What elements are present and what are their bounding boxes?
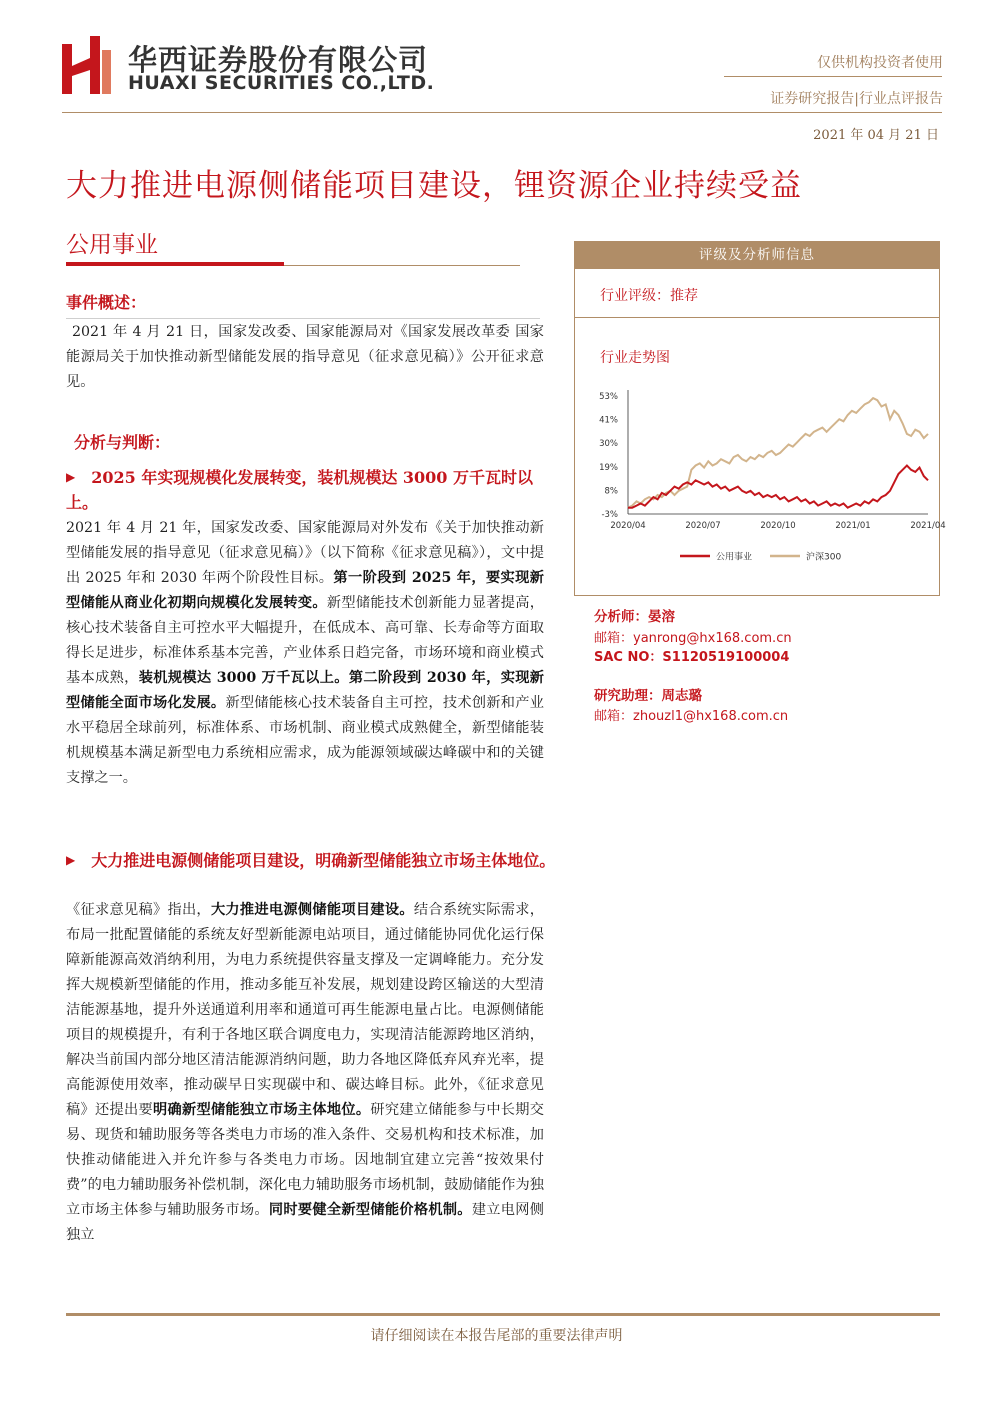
analyst-email[interactable]: yanrong@hx168.com.cn xyxy=(633,631,792,646)
analyst-email-row xyxy=(594,627,792,646)
section1-text-run: 新型储能技术创新能力显著提高，核心技术装备自主可控水平大幅提升，在低成本、高可靠、长寿命等方面取得长足进步，标准体系基本完善，产业体系日趋完备，市场环境和商业模式基本成熟， xyxy=(66,595,544,686)
section2-text-run: 明确新型储能独立市场主体地位。 xyxy=(152,1102,371,1118)
section2-title-text: 大力推进电源侧储能项目建设，明确新型储能独立市场主体地位。 xyxy=(91,851,556,870)
email-key: 邮箱： xyxy=(594,709,634,724)
analysis-label: 分析与判断： xyxy=(74,433,171,452)
section2-text-run: 大力推进电源侧储能项目建设。 xyxy=(210,902,414,918)
footer-rule xyxy=(66,1313,940,1316)
event-label: 事件概述： xyxy=(66,293,147,312)
x-tick-label: 2020/10 xyxy=(760,521,796,531)
trend-label: 行业走势图 xyxy=(600,350,670,366)
report-date: 2021 年 04 月 21 日 xyxy=(813,128,939,143)
series-line-csi300 xyxy=(628,398,928,508)
section2-text-run: 《征求意见稿》指出， xyxy=(66,902,211,918)
x-tick-label: 2021/04 xyxy=(910,521,946,531)
panel-header: 评级及分析师信息 xyxy=(575,242,939,269)
audience-note: 仅供机构投资者使用 xyxy=(817,55,943,71)
y-tick-label: 30% xyxy=(599,439,618,450)
y-tick-label: 8% xyxy=(604,486,618,497)
panel-divider xyxy=(575,317,939,318)
header-rule xyxy=(62,112,942,113)
section2-text-run: 结合系统实际需求，布局一批配置储能的系统友好型新能源电站项目，通过储能协同优化运行保障新能源高效消纳利用，为电力系统提供容量支撑及一定调峰能力。充分发挥大规模新型储能的作用，推动多能互补发展，规划建设跨区输送的大型清洁能源基地，提升外送通道利用率和通道可再生能源电量占比。电源侧储能项目的规模提升，有利于各地区联合调度电力，实现清洁能源跨地区消纳，解决当前国内部分地区清洁能源消纳问题，助力各地区降低弃风弃光率，提高能源使用效率，推动碳早日实现碳中和、碳达峰目标。此外，《征求意见稿》还提出要 xyxy=(66,902,544,1118)
y-tick-label: 53% xyxy=(599,392,618,402)
section1-body xyxy=(66,516,544,791)
industry-underline-red xyxy=(66,262,284,266)
y-tick-label: -3% xyxy=(601,510,618,520)
header-divider xyxy=(724,76,942,77)
email-key: 邮箱： xyxy=(594,631,634,646)
company-name-cn: 华西证券股份有限公司 xyxy=(128,43,429,77)
event-text: 2021 年 4 月 21 日，国家发改委、国家能源局对《国家发展改革委 国家能源局关于加快推动新型储能发展的指导意见（征求意见稿）》公开征求意见。 xyxy=(66,324,544,390)
section2-text-run: 同时要健全新型储能价格机制。 xyxy=(268,1202,472,1218)
x-tick-label: 2021/01 xyxy=(835,521,871,531)
x-tick-label: 2020/04 xyxy=(610,521,646,531)
section1-text-run: 2021 年 4 月 21 年，国家发改委、国家能源局对外发布《关于加快推动新型储能发展的指导意见（征求意见稿）》（以下简称《征求意见稿》），文中提出 2025 年和 2030 年两个阶段性目标。 xyxy=(66,520,544,586)
section1-title-text: 2025 年实现规模化发展转变，装机规模达 3000 万千瓦时以上。 xyxy=(66,468,534,512)
trend-chart xyxy=(590,380,946,580)
sac-number: S1120519100004 xyxy=(662,650,790,665)
section1-text-run: 新型储能核心技术装备自主可控，技术创新和产业水平稳居全球前列，标准体系、市场机制、商业模式成熟健全，新型储能装机规模基本满足新型电力系统相应需求，成为能源领域碳达峰碳中和的关键支撑之一。 xyxy=(66,695,544,786)
huaxi-logo-icon xyxy=(62,36,112,94)
event-divider xyxy=(66,318,540,319)
triangle-bullet-icon: ▶ xyxy=(66,853,76,867)
series-line-utilities xyxy=(628,466,928,508)
section2-title xyxy=(66,848,556,873)
section2-text-run: 建立电网侧独立 xyxy=(66,1202,544,1243)
assistant-email-row xyxy=(594,705,788,724)
analyst-name: 分析师：晏溶 xyxy=(594,609,675,625)
section1-title xyxy=(66,465,548,515)
industry-rating: 行业评级：推荐 xyxy=(600,288,698,304)
section2-body xyxy=(66,898,544,1248)
x-tick-label: 2020/07 xyxy=(685,521,721,531)
assistant-name: 研究助理：周志璐 xyxy=(594,688,702,704)
legend-label: 沪深300 xyxy=(806,552,842,563)
triangle-bullet-icon: ▶ xyxy=(66,470,76,484)
section1-text-run: 装机规模达 3000 万千瓦以上。第二阶段到 2030 年，实现新型储能全面市场化发展。 xyxy=(66,670,544,711)
legend-label: 公用事业 xyxy=(716,552,753,563)
report-title: 大力推进电源侧储能项目建设，锂资源企业持续受益 xyxy=(66,168,802,204)
section2-text-run: 研究建立储能参与中长期交易、现货和辅助服务等各类电力市场的准入条件、交易机构和技术标准，加快推动储能进入并允许参与各类电力市场。因地制宜建立完善“按效果付费”的电力辅助服务补偿机制，深化电力辅助服务市场机制，鼓励储能作为独立市场主体参与辅助服务市场。 xyxy=(66,1102,544,1218)
legal-notice: 请仔细阅读在本报告尾部的重要法律声明 xyxy=(370,1328,623,1344)
y-tick-label: 19% xyxy=(599,462,618,473)
industry-underline-gold xyxy=(284,265,520,266)
industry-name: 公用事业 xyxy=(66,232,158,258)
sac-key: SAC NO： xyxy=(594,650,663,665)
sac-row xyxy=(594,646,789,665)
report-type: 证券研究报告|行业点评报告 xyxy=(770,91,943,107)
section1-text-run: 第一阶段到 2025 年，要实现新型储能从商业化初期向规模化发展转变。 xyxy=(66,570,544,611)
y-tick-label: 41% xyxy=(599,415,618,426)
company-name-en: HUAXI SECURITIES CO.,LTD. xyxy=(128,72,435,94)
assistant-email[interactable]: zhouzl1@hx168.com.cn xyxy=(633,709,789,724)
